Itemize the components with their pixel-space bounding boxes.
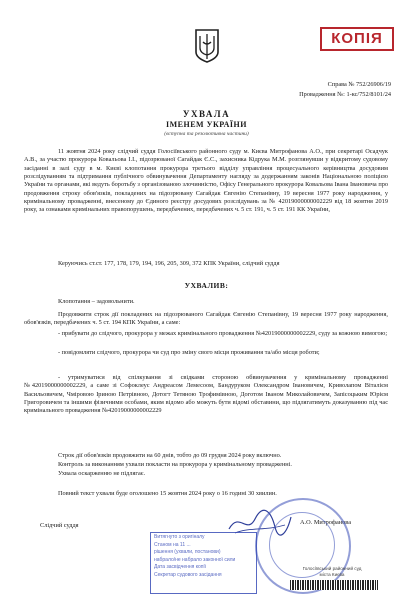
case-label: Справа № <box>327 81 355 88</box>
footer-court: Голосіївський районний суд <box>302 566 362 571</box>
intro-paragraph: 11 жовтня 2024 року слідчий суддя Голосіївського районного суду м. Києва Митрофанова А.О., при секретарі Осадчук А.В., за участю прокурора Ковальова І.І., підозрюваної Сагайдак Є.С., захисника Кідрука М.М. розглянувши у відкритому судовому засіданні в залі суду в м. Києві клопотання прокурора третього відділу управління процесуального керівництва досудовим розслідуванням та підтримання публічного обвинувачення Департаменту нагляду за додержанням законів Національною поліцією України та органами, які ведуть боротьбу з організованою злочинністю, Офісу Генерального прокурора Ковальова Івана Івановича про продовження строку обов'язків, покладених на підозрювану Сагайдак Євгенію Степанівну, 19 вересня 1977 року народження, у кримінальному провадженні, внесеному до Єдиного реєстру досудових розслідувань за № 42019000000002229 від 18 жовтня 2019 року, за ознаками кримінальних правопорушень, передбачених, передбачених ч. 5 ст. 191, ч. 5 ст. 191 КК України, <box>24 148 388 214</box>
resolution-item: - прибувати до слідчого, прокурора у межах кримінального провадження №42019000000002229, суду за кожною вимогою; <box>58 330 388 337</box>
announcement-paragraph: Повний текст ухвали буде оголошено 15 жовтня 2024 року о 16 годині 30 хвилин. <box>58 490 277 497</box>
signature-role: Слідчий суддя <box>40 522 79 529</box>
stamp-line: Секретар судового засідання <box>154 571 222 578</box>
signature-name: А.О. Митрофанова <box>300 519 351 526</box>
case-number <box>328 80 391 90</box>
case-number-value: 752/26906/19 <box>356 81 391 88</box>
certification-stamp <box>150 532 257 594</box>
footer-court-name <box>272 566 392 577</box>
proceeding-number-value: 1-кс/752/8101/24 <box>346 91 391 98</box>
document-subtitle: ІМЕНЕМ УКРАЇНИ <box>166 120 247 129</box>
stamp-line: Станом на 11 ... <box>154 541 191 548</box>
proceeding-number <box>299 90 391 100</box>
resolution-item: - утримуватися від спілкування зі свідками стороною обвинувачення у кримінальному провадженні №42019000000002229, а саме зі Софоклеус Андреасом Лемесоом, Бандуруком Олександром Івановичем, Криволапом Віталієм Васильовичем, Чміровою Іриною Петрівною, Дотогт Тетяною Трофимівною, Доготом Іваном Миколайовичем, Запісоцьким Юрієм Григоровичем та іншими фізичними особами, яким відомо або можуть бути відомі обставини, що підлягатимуть доказуванню під час кримінального провадження №42019000000002229 <box>24 374 388 415</box>
ruled-heading: УХВАЛИВ: <box>184 281 229 290</box>
stamp-line: рішення (ухвали, постанови) <box>154 549 221 555</box>
stamp-line: Витягнуто з оригіналу <box>154 534 205 540</box>
copy-stamp: КОПІЯ <box>320 27 394 51</box>
resolution-item: Продовжити строк дії покладених на підозрюваного Сагайдак Євгенію Степанівну, 19 вересня 1977 року народження, обов'язків, передбачених ч. 5 ст. 194 КПК України, а саме: <box>24 311 388 327</box>
guided-by-paragraph: Керуючись ст.ст. 177, 178, 179, 194, 196, 205, 309, 372 КПК України, слідчий суддя <box>58 260 280 267</box>
resolution-item: Клопотання – задовольнити. <box>58 298 135 305</box>
stamp-line: Дата засвідчення копії <box>154 564 206 570</box>
coat-of-arms-icon <box>194 28 220 64</box>
footer-city: міста Києва <box>319 571 345 577</box>
resolution-item: Строк дії обов'язків продовжити на 60 днів, тобто до 09 грудня 2024 року включно. <box>58 452 282 459</box>
document-note: (вступна та резолютивна частини) <box>164 131 249 137</box>
resolution-item: - повідомляти слідчого, прокурора чи суд про зміну свого місця проживання та/або місця роботи; <box>58 349 320 356</box>
resolution-item: Контроль за виконанням ухвали покласти на прокурора у кримінальному провадженні. <box>58 461 293 468</box>
barcode <box>290 580 378 590</box>
resolution-item: Ухвала оскарженню не підлягає. <box>58 470 146 477</box>
document-title: УХВАЛА <box>182 109 231 119</box>
stamp-line: набрало/не набрало законної сили <box>154 556 236 563</box>
proceeding-label: Провадження №: <box>299 91 345 98</box>
